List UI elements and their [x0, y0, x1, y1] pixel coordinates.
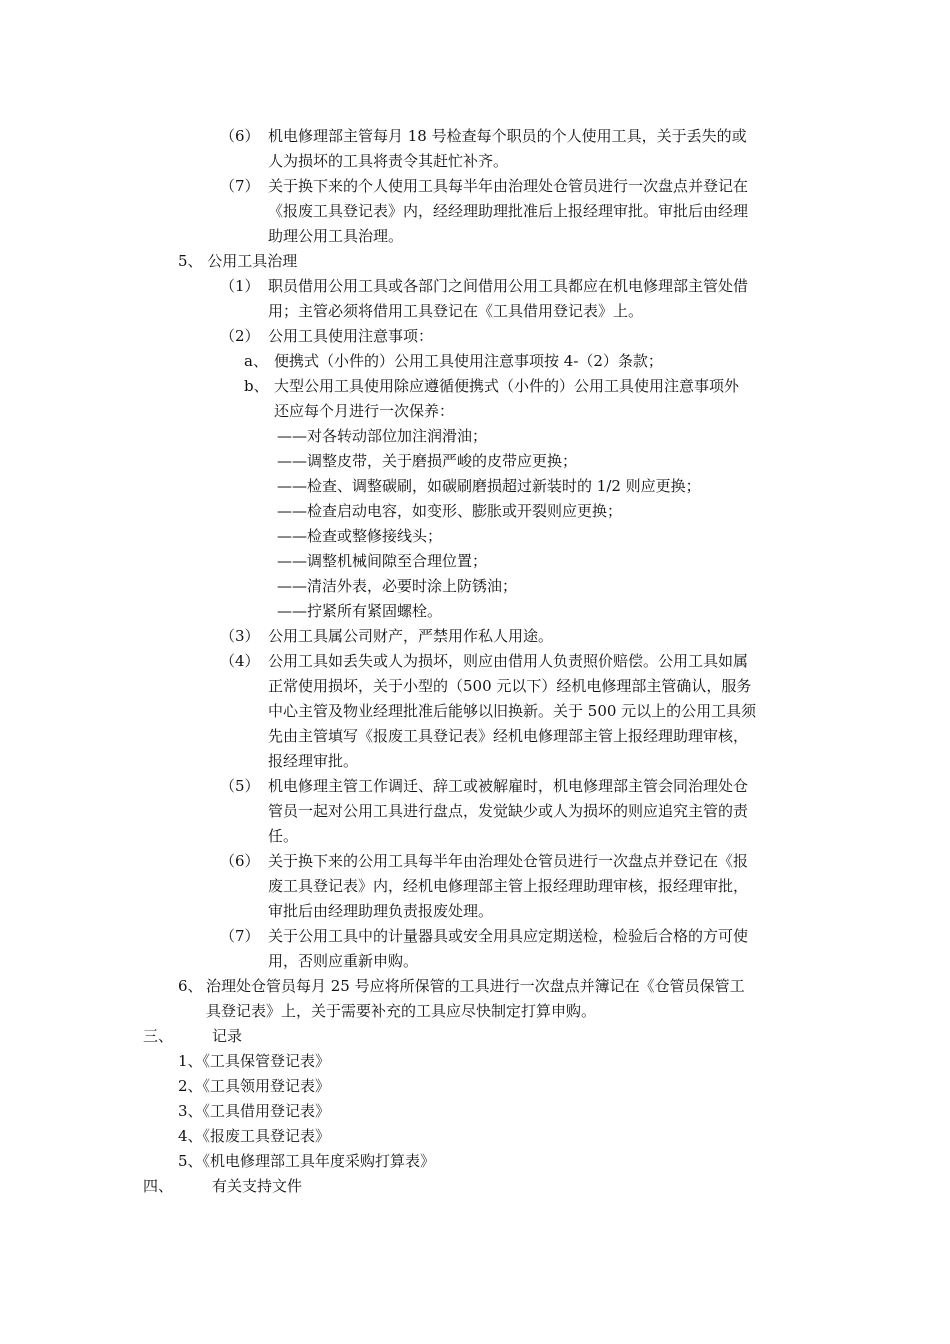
- checklist-line: ——检查启动电容，如变形、膨胀或开裂则应更换；: [277, 502, 623, 520]
- record-item: 5、《机电修理部工具年度采购打算表》: [178, 1152, 436, 1170]
- sub-item-label: a、: [244, 352, 268, 370]
- section-number: 三、: [143, 1027, 174, 1045]
- checklist-line: ——对各转动部位加注润滑油；: [277, 427, 488, 445]
- checklist-line: ——拧紧所有紧固螺栓。: [277, 602, 443, 620]
- section-title: 记录: [212, 1027, 243, 1045]
- item-line: 机电修理主管工作调迁、辞工或被解雇时，机电修理部主管会同治理处仓: [268, 777, 749, 795]
- item-line: 废工具登记表》内，经机电修理部主管上报经理助理审核，报经理审批，: [268, 877, 749, 895]
- sub-item-label: b、: [244, 377, 269, 395]
- item-line: 报经理审批。: [268, 752, 359, 770]
- item-line: 机电修理部主管每月 18 号检查每个职员的个人使用工具，关于丢失的或: [268, 127, 747, 145]
- item-number: （2）: [220, 327, 260, 345]
- item-number: （7）: [220, 177, 260, 195]
- item-line: 管员一起对公用工具进行盘点，发觉缺少或人为损坏的则应追究主管的责: [268, 802, 749, 820]
- item-number: （4）: [220, 652, 260, 670]
- section-number: 四、: [143, 1177, 174, 1195]
- item-number: （5）: [220, 777, 260, 795]
- section-line: 治理处仓管员每月 25 号应将所保管的工具进行一次盘点并簿记在《仓管员保管工: [206, 977, 745, 995]
- checklist-line: ——清洁外表，必要时涂上防锈油；: [277, 577, 518, 595]
- item-line: 公用工具如丢失或人为损坏，则应由借用人负责照价赔偿。公用工具如属: [268, 652, 749, 670]
- sub-item-line: 便携式（小件的）公用工具使用注意事项按 4-（2）条款；: [274, 352, 663, 370]
- item-number: （3）: [220, 627, 260, 645]
- item-line: 正常使用损坏，关于小型的（500 元以下）经机电修理部主管确认，服务: [268, 677, 752, 695]
- checklist-line: ——调整皮带，关于磨损严峻的皮带应更换；: [277, 452, 578, 470]
- section-title: 有关支持文件: [212, 1177, 303, 1195]
- checklist-line: ——调整机械间隙至合理位置；: [277, 552, 488, 570]
- checklist-line: ——检查或整修接线头；: [277, 527, 443, 545]
- item-line: 《报废工具登记表》内，经经理助理批准后上报经理审批。审批后由经理: [268, 202, 749, 220]
- item-line: 先由主管填写《报废工具登记表》经机电修理部主管上报经理助理审核，: [268, 727, 749, 745]
- record-item: 3、《工具借用登记表》: [178, 1102, 331, 1120]
- section-heading: 5、 公用工具治理: [178, 252, 298, 270]
- item-number: （7）: [220, 927, 260, 945]
- item-number: （1）: [220, 277, 260, 295]
- section-line: 具登记表》上，关于需要补充的工具应尽快制定打算申购。: [206, 1002, 597, 1020]
- item-line: 审批后由经理助理负责报废处理。: [268, 902, 494, 920]
- item-line: 关于换下来的公用工具每半年由治理处仓管员进行一次盘点并登记在《报: [268, 852, 749, 870]
- section-number: 6、: [178, 977, 203, 995]
- record-item: 1、《工具保管登记表》: [178, 1052, 331, 1070]
- item-line: 公用工具属公司财产，严禁用作私人用途。: [268, 627, 554, 645]
- checklist-line: ——检查、调整碳刷，如碳刷磨损超过新装时的 1/2 则应更换；: [277, 477, 701, 495]
- item-line: 关于换下来的个人使用工具每半年由治理处仓管员进行一次盘点并登记在: [268, 177, 749, 195]
- record-item: 4、《报废工具登记表》: [178, 1127, 331, 1145]
- item-number: （6）: [220, 127, 260, 145]
- item-line: 助理公用工具治理。: [268, 227, 404, 245]
- item-line: 任。: [268, 827, 299, 845]
- item-line: 关于公用工具中的计量器具或安全用具应定期送检，检验后合格的方可使: [268, 927, 749, 945]
- item-line: 用；主管必须将借用工具登记在《工具借用登记表》上。: [268, 302, 644, 320]
- item-line: 中心主管及物业经理批准后能够以旧换新。关于 500 元以上的公用工具须: [268, 702, 757, 720]
- item-line: 用，否则应重新申购。: [268, 952, 419, 970]
- sub-item-line: 大型公用工具使用除应遵循便携式（小件的）公用工具使用注意事项外: [274, 377, 740, 395]
- sub-item-line: 还应每个月进行一次保养：: [274, 402, 455, 420]
- item-line: 人为损坏的工具将责令其赶忙补齐。: [268, 152, 509, 170]
- item-line: 职员借用公用工具或各部门之间借用公用工具都应在机电修理部主管处借: [268, 277, 749, 295]
- record-item: 2、《工具领用登记表》: [178, 1077, 331, 1095]
- item-line: 公用工具使用注意事项：: [268, 327, 434, 345]
- item-number: （6）: [220, 852, 260, 870]
